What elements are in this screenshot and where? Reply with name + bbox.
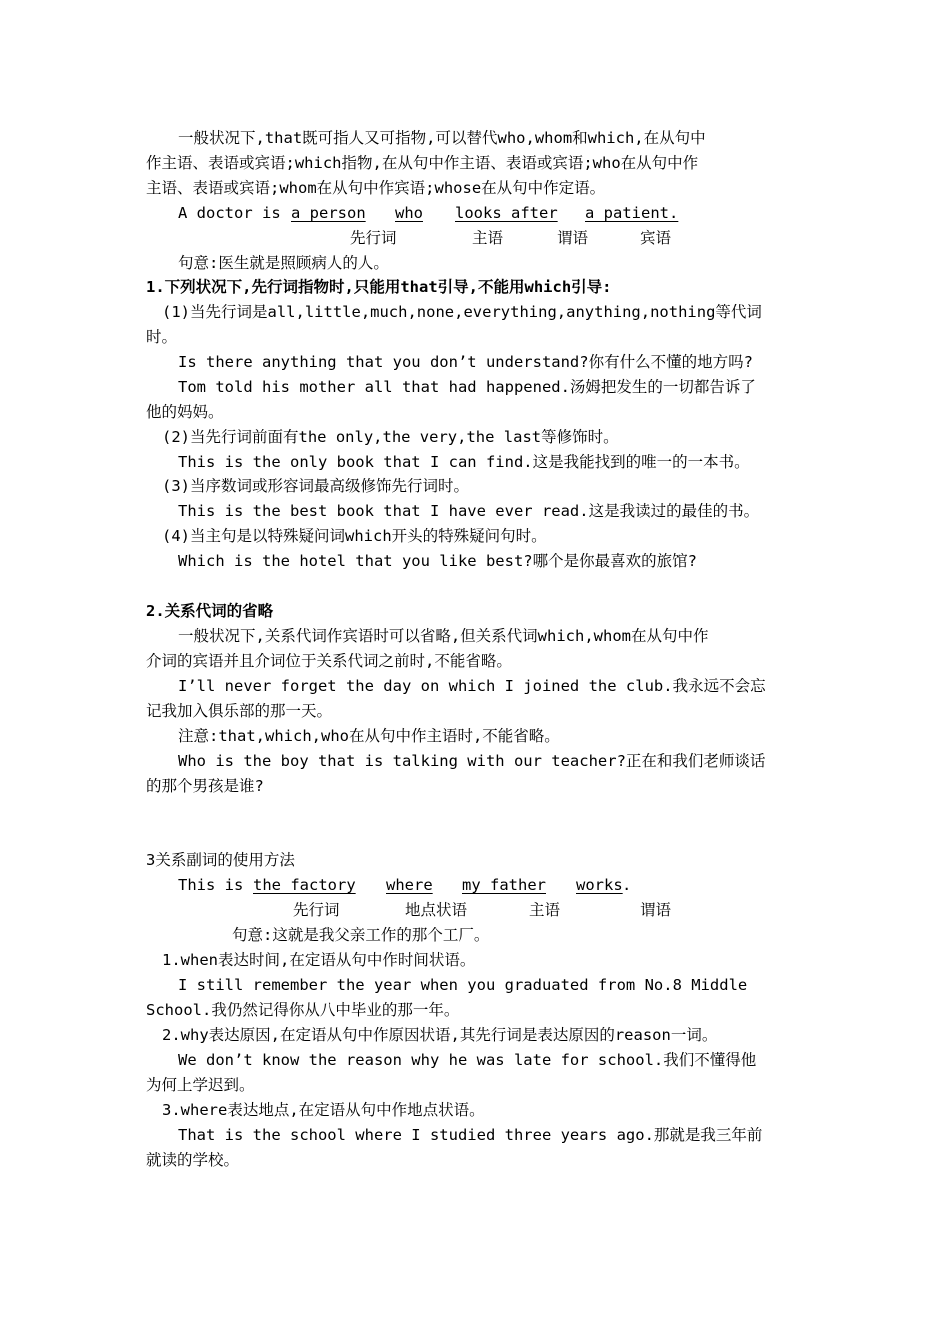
section-1-heading: 1.下列状况下,先行词指物时,只能用that引导,不能用which引导: [146,278,612,296]
section-2-note: 注意:that,which,who在从句中作主语时,不能省略。 [178,727,560,745]
section-3-heading: 3关系副词的使用方法 [146,851,295,869]
section-2-para-line-1: 一般状况下,关系代词作宾语时可以省略,但关系代词which,whom在从句中作 [178,627,709,645]
label-object: 宾语 [640,229,672,247]
example-2-period: . [622,876,632,894]
section-2-para-line-2: 介词的宾语并且介词位于关系代词之前时,不能省略。 [146,652,512,670]
example-2-verb: works [576,876,623,894]
label-subject: 主语 [472,229,504,247]
label-subject-2: 主语 [529,901,561,919]
rule-1-example-2a: Tom told his mother all that had happened.汤姆把发生的一切都告诉了 [178,378,756,396]
intro-line-2: 作主语、表语或宾语;which指物,在从句中作主语、表语或宾语;who在从句中作 [146,154,699,172]
example-2-antecedent: the factory [253,876,356,894]
section-2-heading: 2.关系代词的省略 [146,602,274,620]
example-1-meaning: 句意:医生就是照顾病人的人。 [178,254,389,272]
example-1-object: a patient. [585,204,679,222]
when-example-a: I still remember the year when you graduated from No.8 Middle [178,976,748,994]
example-2-meaning: 句意:这就是我父亲工作的那个工厂。 [232,926,490,944]
intro-line-1: 一般状况下,that既可指人又可指物,可以替代who,whom和which,在从句中 [178,129,706,147]
label-antecedent: 先行词 [350,229,397,247]
intro-line-3: 主语、表语或宾语;whom在从句中作宾语;whose在从句中作定语。 [146,179,606,197]
where-example-a: That is the school where I studied three years ago.那就是我三年前 [178,1126,763,1144]
when-example-b: School.我仍然记得你从八中毕业的那一年。 [146,1001,460,1019]
example-1-relative: who [395,204,423,222]
example-2-relative-adverb: where [386,876,433,894]
rule-1-example-2b: 他的妈妈。 [146,403,224,421]
rule-3-example: This is the best book that I have ever read.这是我读过的最佳的书。 [178,502,760,520]
rule-1-line-1: (1)当先行词是all,little,much,none,everything,anything,nothing等代词 [162,303,762,321]
section-2-example-1a: I’ll never forget the day on which I joined the club.我永远不会忘 [178,677,766,695]
label-adverbial: 地点状语 [405,901,468,919]
where-rule: 3.where表达地点,在定语从句中作地点状语。 [162,1101,485,1119]
when-rule: 1.when表达时间,在定语从句中作时间状语。 [162,951,476,969]
rule-1-line-2: 时。 [146,328,178,346]
why-example-a: We don’t know the reason why he was late for school.我们不懂得他 [178,1051,757,1069]
section-2-example-1b: 记我加入俱乐部的那一天。 [146,702,333,720]
why-rule: 2.why表达原因,在定语从句中作原因状语,其先行词是表达原因的reason一词。 [162,1026,718,1044]
rule-4: (4)当主句是以特殊疑问词which开头的特殊疑问句时。 [162,527,547,545]
rule-2: (2)当先行词前面有the only,the very,the last等修饰时。 [162,428,619,446]
where-example-b: 就读的学校。 [146,1151,240,1169]
example-1-antecedent: a person [291,204,366,222]
example-2-subject: This is [178,876,244,894]
rule-1-example-1: Is there anything that you don’t understand?你有什么不懂的地方吗? [178,353,753,371]
label-antecedent-2: 先行词 [293,901,340,919]
example-1-subject: A doctor is [178,204,281,222]
label-predicate-2: 谓语 [640,901,672,919]
label-predicate: 谓语 [557,229,589,247]
section-2-example-2a: Who is the boy that is talking with our teacher?正在和我们老师谈话 [178,752,766,770]
example-2-clause-subject: my father [462,876,546,894]
rule-2-example: This is the only book that I can find.这是我能找到的唯一的一本书。 [178,453,750,471]
section-2-example-2b: 的那个男孩是谁? [146,777,264,795]
rule-3: (3)当序数词或形容词最高级修饰先行词时。 [162,477,469,495]
why-example-b: 为何上学迟到。 [146,1076,255,1094]
rule-4-example: Which is the hotel that you like best?哪个是你最喜欢的旅馆? [178,552,697,570]
example-1-verb: looks after [455,204,558,222]
